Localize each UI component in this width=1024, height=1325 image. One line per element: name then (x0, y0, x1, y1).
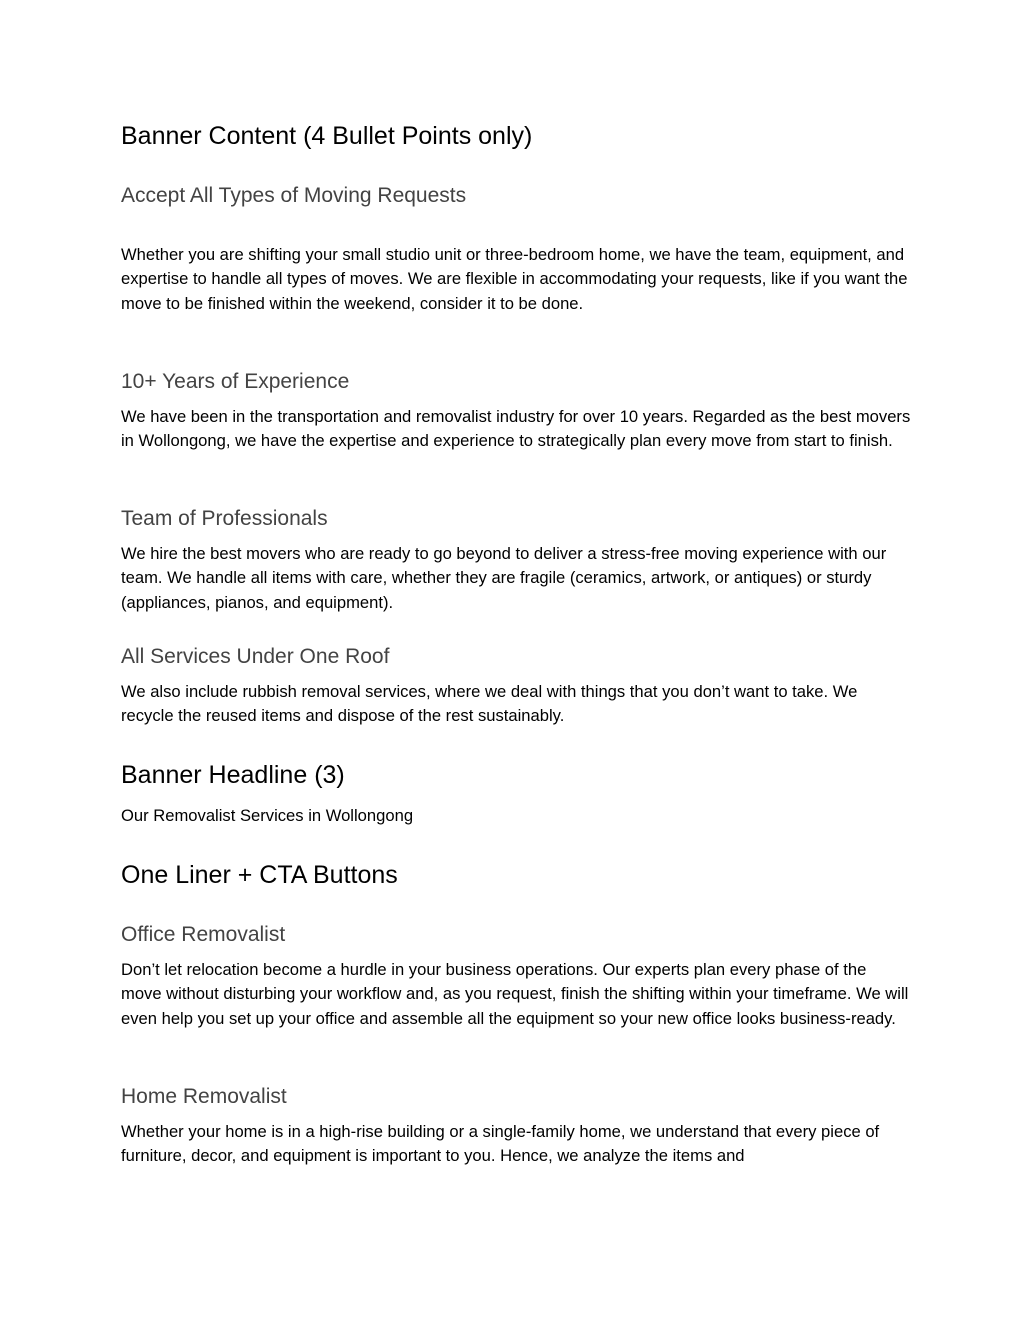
accept-requests-body: Whether you are shifting your small studio unit or three-bedroom home, we have the team, equipment, and expertise to handle all types of moves. We are flexible in accommodating your requests, like if you want the move to be finished within the weekend, consider it to be done. (121, 245, 908, 313)
accept-requests-heading: Accept All Types of Moving Requests (121, 184, 467, 207)
team-body: We hire the best movers who are ready to go beyond to deliver a stress-free moving experience with our team. We handle all items with care, whether they are fragile (ceramics, artwork, or antiques) or sturdy (appliances, pianos, and equipment). (121, 544, 887, 612)
banner-headline-body: Our Removalist Services in Wollongong (121, 806, 414, 825)
team-heading: Team of Professionals (121, 507, 328, 530)
office-removalist-heading: Office Removalist (121, 923, 286, 946)
services-body: We also include rubbish removal services, where we deal with things that you don’t want to take. We recycle the reused items and dispose of the rest sustainably. (121, 682, 858, 726)
experience-body: We have been in the transportation and removalist industry for over 10 years. Regarded as the best movers in Wollongong, we have the expertise and experience to strategically plan every move from start to finish. (121, 407, 911, 451)
banner-content-title: Banner Content (4 Bullet Points only) (121, 122, 533, 150)
experience-heading: 10+ Years of Experience (121, 370, 350, 393)
home-removalist-heading: Home Removalist (121, 1085, 287, 1108)
services-heading: All Services Under One Roof (121, 645, 390, 668)
one-liner-title: One Liner + CTA Buttons (121, 861, 398, 889)
office-removalist-body: Don’t let relocation become a hurdle in your business operations. Our experts plan every phase of the move without disturbing your workflow and, as you request, finish the shifting within your timeframe. We will even help you set up your office and assemble all the equipment so your new office looks business-ready. (121, 960, 909, 1028)
home-removalist-body: Whether your home is in a high-rise building or a single-family home, we understand that every piece of furniture, decor, and equipment is important to you. Hence, we analyze the items and (121, 1122, 880, 1166)
banner-headline-title: Banner Headline (3) (121, 761, 345, 789)
